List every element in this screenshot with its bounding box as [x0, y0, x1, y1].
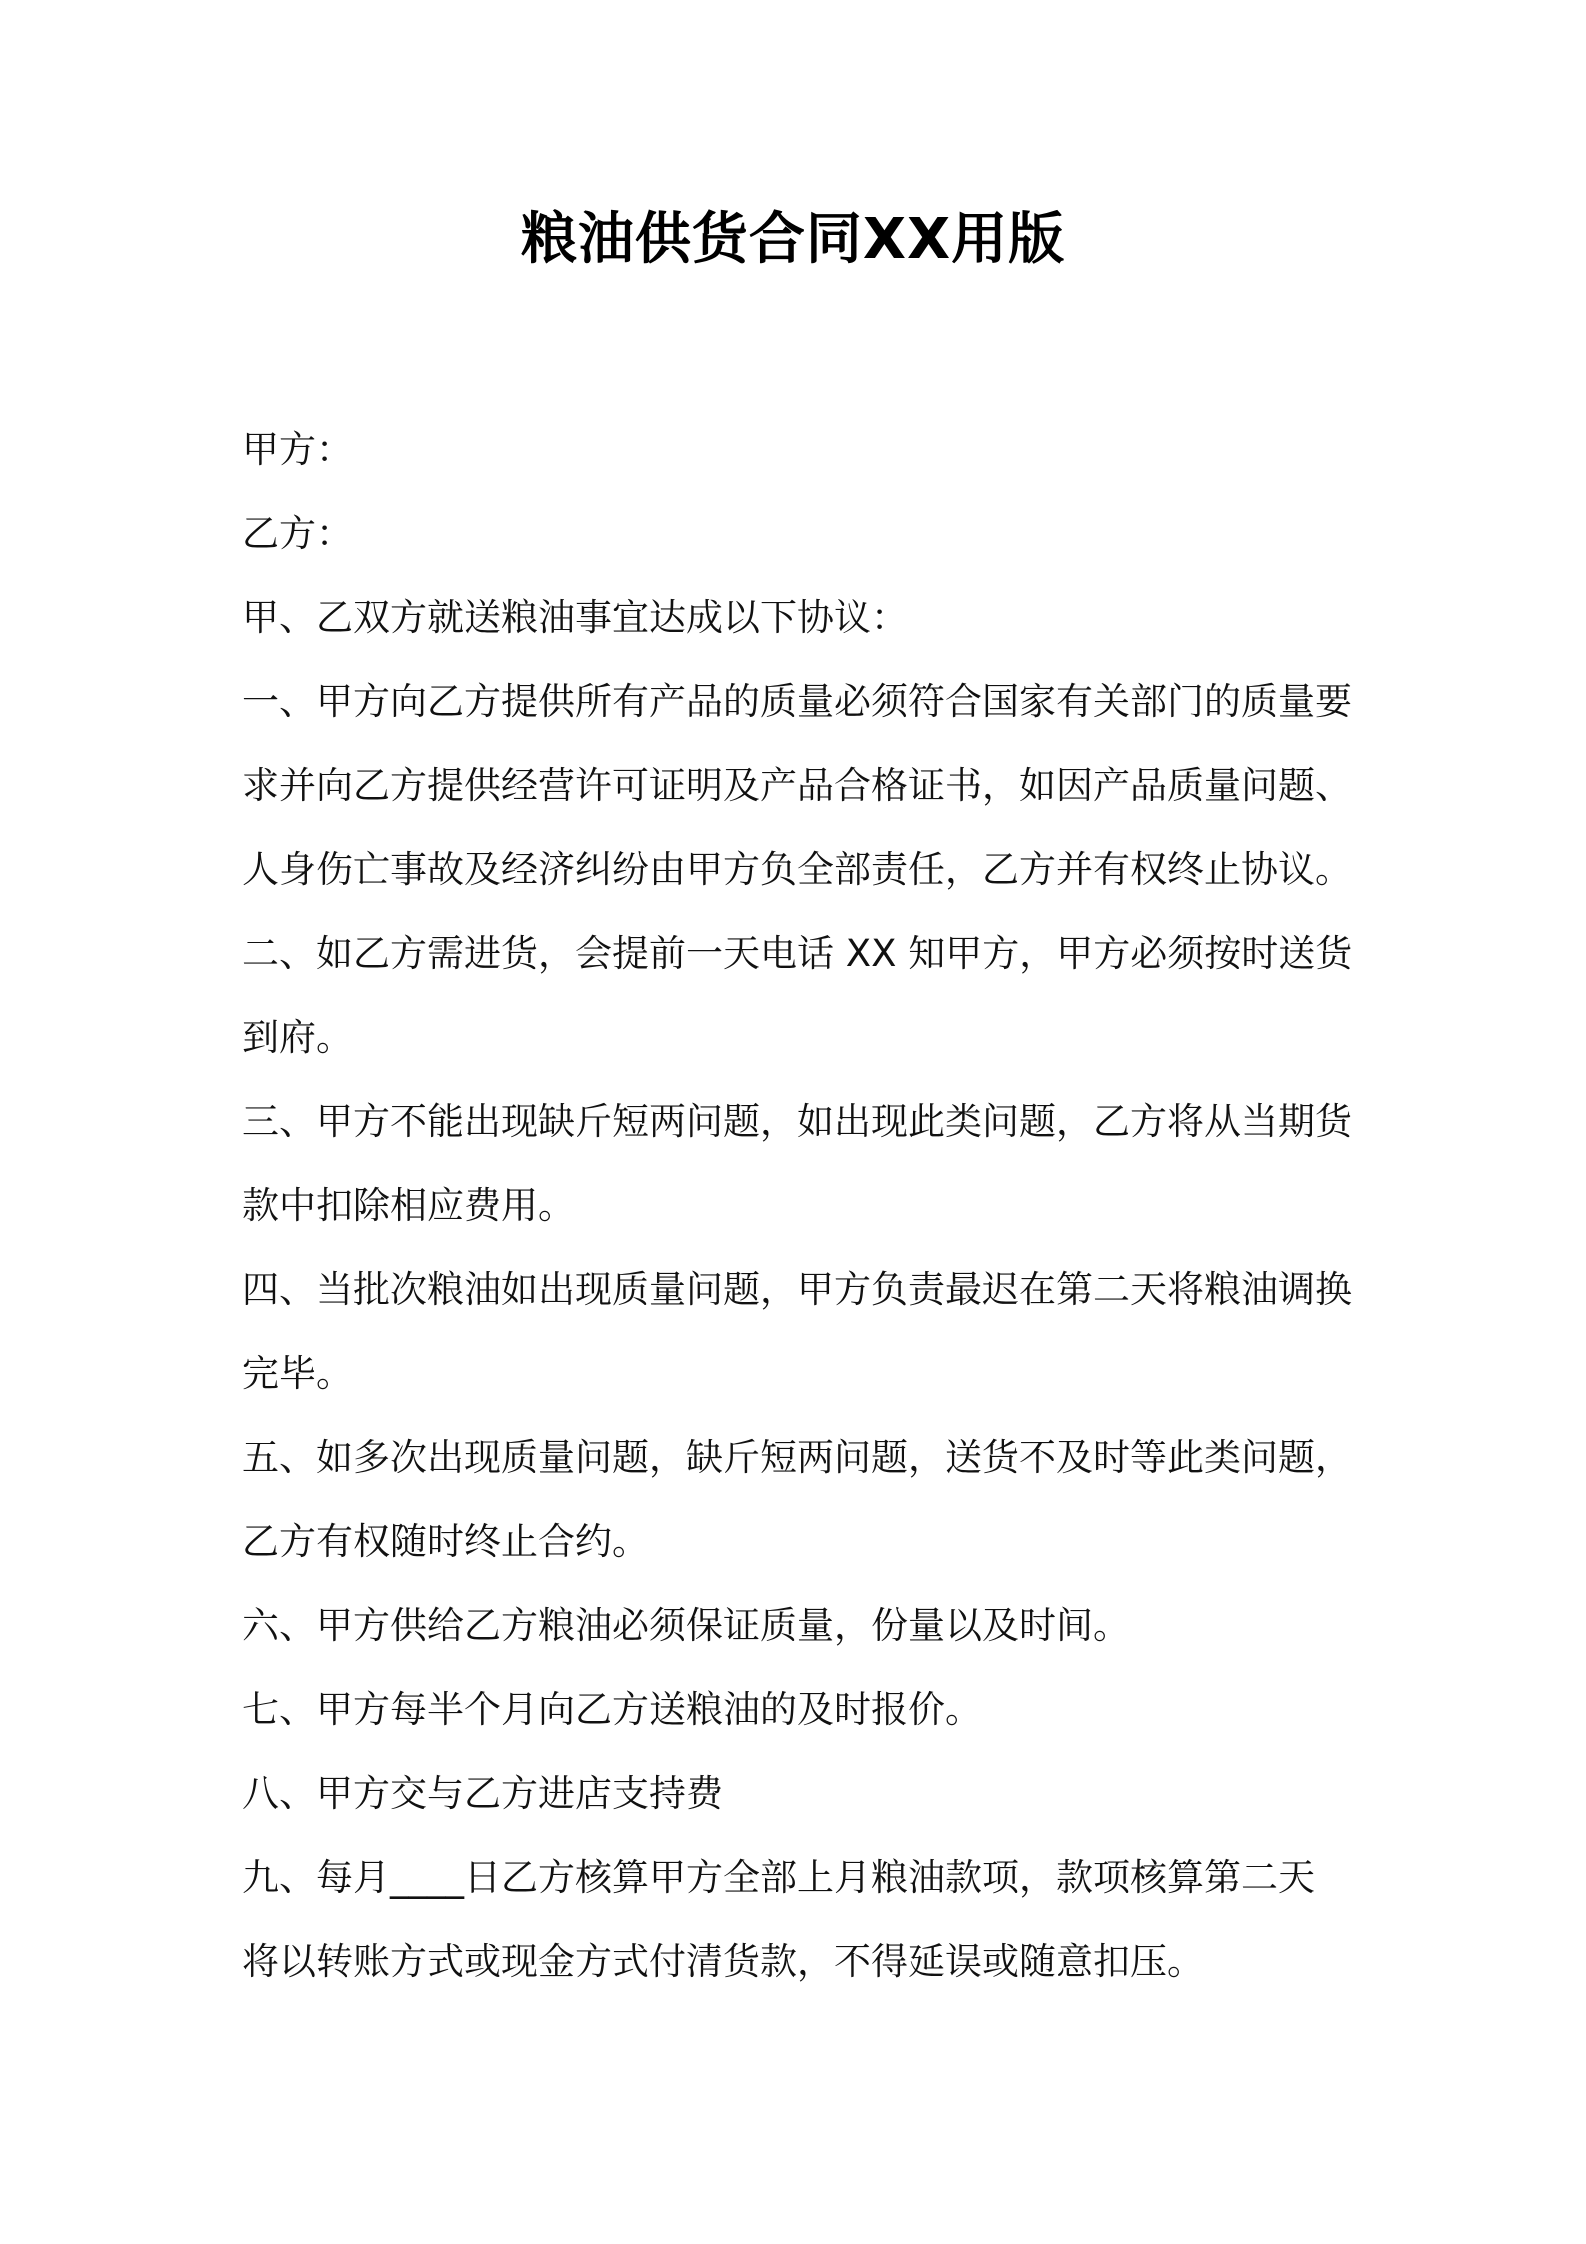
clause-3-line-1: 三、甲方不能出现缺斤短两问题，如出现此类问题，乙方将从当期货 — [242, 1100, 1352, 1143]
clause-2-line-2: 到府。 — [242, 1016, 353, 1059]
clause-3-line-2: 款中扣除相应费用。 — [242, 1184, 575, 1227]
document-body — [242, 408, 1362, 2004]
clause-7-line: 七、甲方每半个月向乙方送粮油的及时报价。 — [242, 1688, 982, 1731]
clause-2-line-1: 二、如乙方需进货，会提前一天电话 XX 知甲方，甲方必须按时送货 — [242, 932, 1353, 975]
clause-1-line-2: 求并向乙方提供经营许可证明及产品合格证书，如因产品质量问题、 — [242, 764, 1352, 807]
party-b-line: 乙方： — [242, 512, 353, 555]
agreement-intro-line: 甲、乙双方就送粮油事宜达成以下协议： — [242, 596, 908, 639]
clause-1-line-3: 人身伤亡事故及经济纠纷由甲方负全部责任，乙方并有权终止协议。 — [242, 848, 1352, 891]
clause-4-line-2: 完毕。 — [242, 1352, 353, 1395]
clause-5-line-1: 五、如多次出现质量问题，缺斤短两问题，送货不及时等此类问题， — [242, 1436, 1352, 1479]
document-title: 粮油供货合同XX用版 — [520, 207, 1066, 272]
clause-9-line-1: 九、每月____日乙方核算甲方全部上月粮油款项，款项核算第二天 — [242, 1856, 1315, 1899]
clause-1-line-1: 一、甲方向乙方提供所有产品的质量必须符合国家有关部门的质量要 — [242, 680, 1352, 723]
party-a-line: 甲方： — [242, 428, 353, 471]
clause-8-line: 八、甲方交与乙方进店支持费 — [242, 1772, 723, 1815]
clause-9-line-2: 将以转账方式或现金方式付清货款，不得延误或随意扣压。 — [242, 1940, 1204, 1983]
clause-6-line: 六、甲方供给乙方粮油必须保证质量，份量以及时间。 — [242, 1604, 1130, 1647]
clause-5-line-2: 乙方有权随时终止合约。 — [242, 1520, 649, 1563]
clause-4-line-1: 四、当批次粮油如出现质量问题，甲方负责最迟在第二天将粮油调换 — [242, 1268, 1352, 1311]
